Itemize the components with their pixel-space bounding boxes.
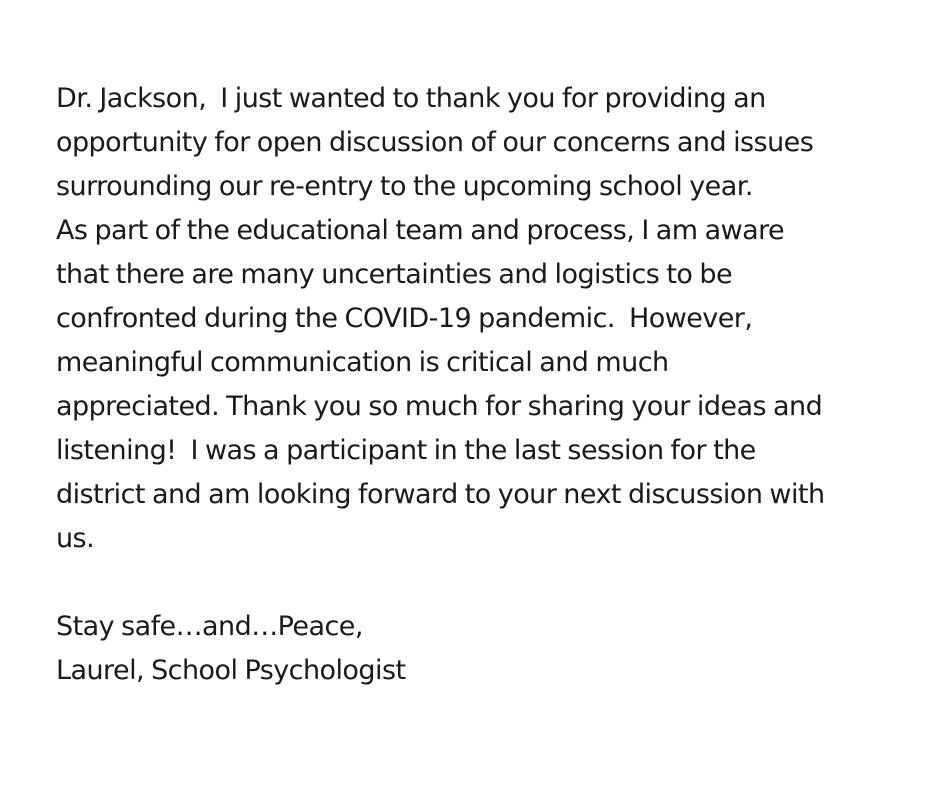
body-line: opportunity for open discussion of our concerns and issues [56,127,814,158]
body-line: that there are many uncertainties and logistics to be [56,259,733,290]
body-line: us. [56,523,95,554]
body-line: meaningful communication is critical and much [56,347,669,378]
body-line: appreciated. Thank you so much for sharing your ideas and [56,391,823,422]
closing-line: Stay safe…and…Peace, [56,611,363,642]
body-line: district and am looking forward to your next discussion with [56,479,825,510]
body-line: confronted during the COVID-19 pandemic. However, [56,303,753,334]
body-line: surrounding our re-entry to the upcoming school year. [56,171,753,202]
body-line: listening! I was a participant in the last session for the [56,435,756,466]
paragraph-gap [56,561,926,605]
letter [56,77,926,693]
body-line: As part of the educational team and process, I am aware [56,215,785,246]
body-line: Dr. Jackson, I just wanted to thank you for providing an [56,83,766,114]
signature-line: Laurel, School Psychologist [56,655,406,686]
letter-body [56,77,926,561]
